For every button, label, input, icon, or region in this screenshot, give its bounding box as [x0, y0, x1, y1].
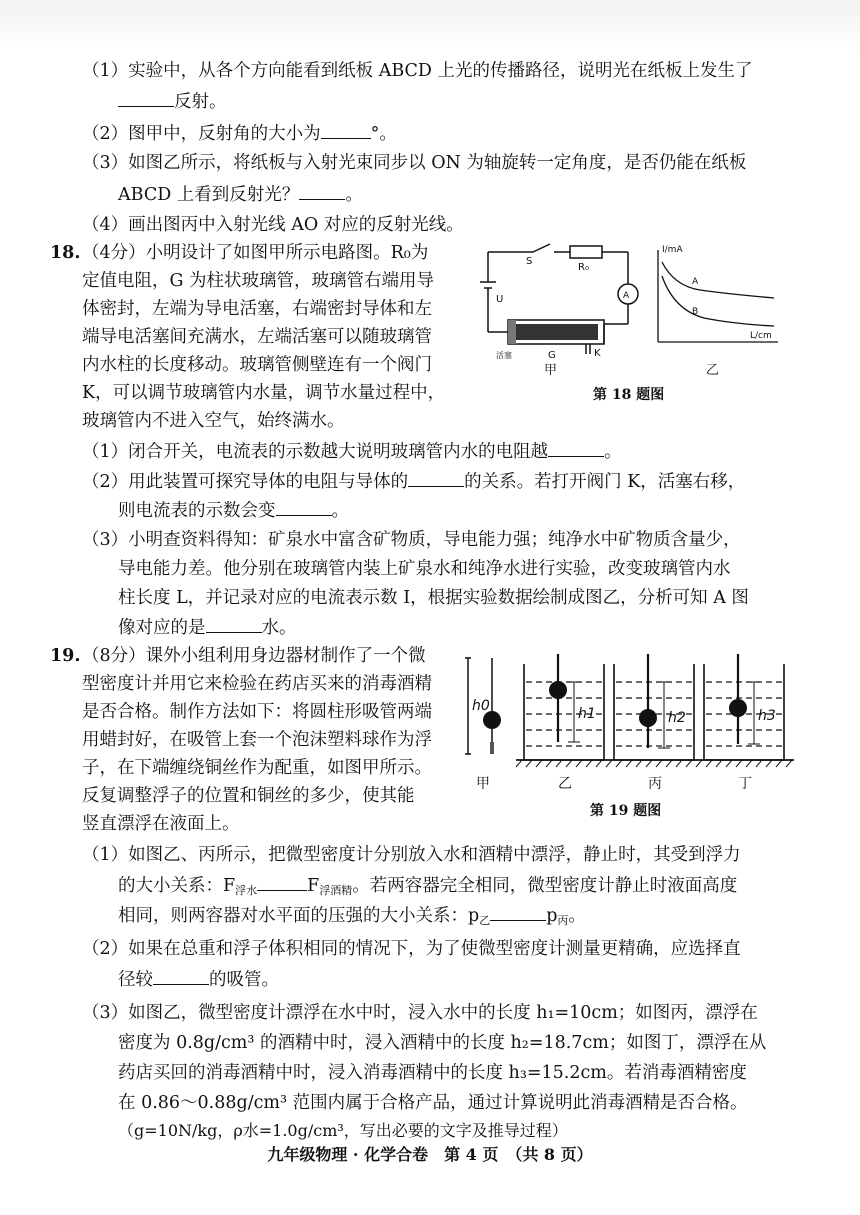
q19-part1-text: 的大小关系：F — [118, 876, 236, 896]
q19-part2-line2 — [118, 966, 279, 993]
subscript: 丙 — [557, 914, 569, 927]
page-footer: 九年级物理 · 化学合卷 第 4 页 （共 8 页） — [267, 1145, 593, 1164]
q19-part3-line4: 在 0.86～0.88g/cm³ 范围内属于合格产品，通过计算说明此消毒酒精是否合格。 — [118, 1093, 748, 1113]
r0-label: R₀ — [578, 262, 589, 273]
q17-part2-text: （2）图甲中，反射角的大小为 — [82, 124, 321, 144]
q17-part4: （4）画出图丙中入射光线 AO 对应的反射光线。 — [82, 215, 464, 235]
answer-blank[interactable] — [257, 872, 307, 891]
graph-ylabel: I/mA — [662, 245, 683, 255]
q18-part1-end: 。 — [604, 442, 622, 462]
q18-figure-caption: 第 18 题图 — [593, 387, 665, 403]
q19-part1-text6: 。 — [568, 906, 586, 926]
q19-part1-text4: 相同，则两容器对水平面的压强的大小关系：p — [118, 906, 480, 926]
q18-number: 18. — [50, 243, 81, 263]
switch-label: S — [526, 256, 533, 267]
q19-part1-text2: F — [307, 876, 320, 896]
q18-part2-line2 — [118, 497, 349, 524]
curve-b-label: B — [692, 307, 699, 317]
q19-part1-line3 — [118, 902, 586, 934]
piston — [508, 320, 516, 344]
q18-part3-line2: 导电能力差。他分别在玻璃管内装上矿泉水和纯净水进行实验，改变玻璃管内水 — [118, 559, 731, 579]
q19-part1-line2 — [118, 872, 737, 904]
answer-blank[interactable] — [490, 902, 546, 921]
q18-part2-mid: 的关系。若打开阀门 K，活塞右移， — [464, 472, 746, 492]
copper-wire — [490, 742, 494, 754]
q18-stem-line5: 内水柱的长度移动。玻璃管侧壁连有一个阀门 — [82, 355, 432, 375]
q19-number: 19. — [50, 646, 81, 666]
water-column — [514, 324, 598, 340]
float-ball — [729, 699, 747, 717]
subscript: 乙 — [479, 914, 491, 927]
h2-label: h2 — [668, 710, 686, 726]
q18-part3-line3: 柱长度 L，并记录对应的电流表示数 I，根据实验数据绘制成图乙，分析可知 A 图 — [118, 588, 749, 608]
q18-part2-line1 — [82, 468, 745, 495]
piston-label: 活塞 — [496, 351, 512, 360]
voltage-label: U — [496, 294, 504, 305]
h3-label: h3 — [758, 708, 776, 724]
q19-part1-text3: 。若两容器完全相同，微型密度计静止时液面高度 — [352, 876, 738, 896]
q19-part1-text5: p — [546, 906, 558, 926]
q19-part1-line1: （1）如图乙、丙所示，把微型密度计分别放入水和酒精中漂浮，静止时，其受到浮力 — [82, 845, 741, 865]
graph-xlabel: L/cm — [750, 331, 772, 341]
q18-stem-line7: 玻璃管内不进入空气，始终满水。 — [82, 411, 345, 431]
q19-part3-line2: 密度为 0.8g/cm³ 的酒精中时，浸入酒精中的长度 h₂=18.7cm；如图丁，漂浮在从 — [118, 1033, 767, 1053]
q19-part2-end: 的吸管。 — [209, 970, 279, 990]
curve-a-label: A — [692, 277, 699, 287]
fig19-label-ding: 丁 — [738, 776, 752, 792]
q17-part3-line2 — [118, 181, 363, 208]
q18-stem-line1: （4分）小明设计了如图甲所示电路图。R₀为 — [82, 243, 429, 263]
fig19-label-bing: 丙 — [648, 776, 662, 792]
ammeter-icon: A — [623, 291, 630, 301]
q19-part3-line5: （g=10N/kg，ρ水=1.0g/cm³，写出必要的文字及推导过程） — [118, 1121, 568, 1140]
answer-blank[interactable] — [548, 438, 604, 457]
q18-part1-text: （1）闭合开关，电流表的示数越大说明玻璃管内水的电阻越 — [82, 442, 549, 462]
valve-label: K — [594, 348, 601, 359]
q18-stem-line4: 端导电活塞间充满水，左端活塞可以随玻璃管 — [82, 327, 432, 347]
q17-part3-end: 。 — [345, 185, 363, 205]
q18-part1 — [82, 438, 622, 465]
tube-label: G — [548, 350, 556, 361]
answer-blank[interactable] — [206, 614, 262, 633]
fig18-label-jia: 甲 — [544, 363, 558, 378]
q19-part3-line3: 药店买回的消毒酒精中时，浸入消毒酒精中的长度 h₃=15.2cm。若消毒酒精密度 — [118, 1063, 747, 1083]
fig19-label-jia: 甲 — [476, 776, 490, 792]
q17-part1-end: 反射。 — [174, 92, 227, 112]
q18-part2-text2: 则电流表的示数会变 — [118, 501, 276, 521]
fig19-label-yi: 乙 — [558, 776, 572, 792]
q18-part3-end: 水。 — [261, 618, 297, 638]
q19-stem-line4: 用蜡封好，在吸管上套一个泡沫塑料球作为浮 — [82, 730, 432, 750]
q18-part3-line4 — [118, 614, 297, 641]
q19-part2-text: 径较 — [118, 970, 153, 990]
q18-part2-end: 。 — [331, 501, 349, 521]
scan-top-edge — [0, 0, 860, 50]
q19-figure-caption: 第 19 题图 — [590, 803, 662, 819]
answer-blank[interactable] — [299, 181, 345, 200]
float-ball — [549, 681, 567, 699]
q19-stem-line3: 是否合格。制作方法如下：将圆柱形吸管两端 — [82, 702, 432, 722]
q19-stem-line1: （8分）课外小组利用身边器材制作了一个微 — [82, 646, 426, 666]
q17-part2 — [82, 120, 397, 147]
q17-part2-end: °。 — [370, 124, 397, 144]
q17-part1-line1: （1）实验中，从各个方向能看到纸板 ABCD 上光的传播路径，说明光在纸板上发生了 — [82, 61, 753, 81]
subscript: 浮酒精 — [319, 884, 353, 897]
q18-stem-line3: 体密封，左端为导电活塞，右端密封导体和左 — [82, 299, 432, 319]
q19-part2-line1: （2）如果在总重和浮子体积相同的情况下，为了使微型密度计测量更精确，应选择直 — [82, 939, 741, 959]
subscript: 浮水 — [235, 884, 258, 897]
curve-b — [662, 276, 774, 326]
q17-part3-line1: （3）如图乙所示，将纸板与入射光束同步以 ON 为轴旋转一定角度，是否仍能在纸板 — [82, 153, 747, 173]
q17-part1-line2 — [118, 88, 227, 115]
q17-part3-text: ABCD 上看到反射光？ — [118, 185, 300, 205]
q18-circuit-figure — [478, 240, 798, 380]
h0-label: h0 — [472, 698, 490, 714]
answer-blank[interactable] — [408, 468, 464, 487]
q19-stem-line5: 子，在下端缠绕铜丝作为配重，如图甲所示。 — [82, 758, 432, 778]
h1-label: h1 — [578, 706, 596, 722]
q18-stem-line6: K，可以调节玻璃管内水量，调节水量过程中， — [82, 383, 446, 403]
q18-part3-text: 像对应的是 — [118, 618, 206, 638]
answer-blank[interactable] — [321, 120, 371, 139]
q18-stem-line2: 定值电阻，G 为柱状玻璃管，玻璃管右端用导 — [82, 271, 435, 291]
fig18-label-yi: 乙 — [706, 363, 720, 378]
curve-a — [662, 262, 774, 298]
answer-blank[interactable] — [153, 966, 209, 985]
q19-stem-line2: 型密度计并用它来检验在药店买来的消毒酒精 — [82, 674, 432, 694]
float-ball — [639, 709, 657, 727]
q19-stem-line6: 反复调整浮子的位置和铜丝的多少，使其能 — [82, 786, 415, 806]
q19-part3-line1: （3）如图乙，微型密度计漂浮在水中时，浸入水中的长度 h₁=10cm；如图丙，漂浮在 — [82, 1003, 758, 1023]
answer-blank[interactable] — [118, 88, 174, 107]
q18-part3-line1: （3）小明查资料得知：矿泉水中富含矿物质，导电能力强；纯净水中矿物质含量少， — [82, 530, 741, 550]
answer-blank[interactable] — [276, 497, 332, 516]
q19-stem-line7: 竖直漂浮在液面上。 — [82, 814, 240, 834]
q19-density-meter-figure — [462, 650, 798, 796]
q18-part2-text: （2）用此装置可探究导体的电阻与导体的 — [82, 472, 409, 492]
